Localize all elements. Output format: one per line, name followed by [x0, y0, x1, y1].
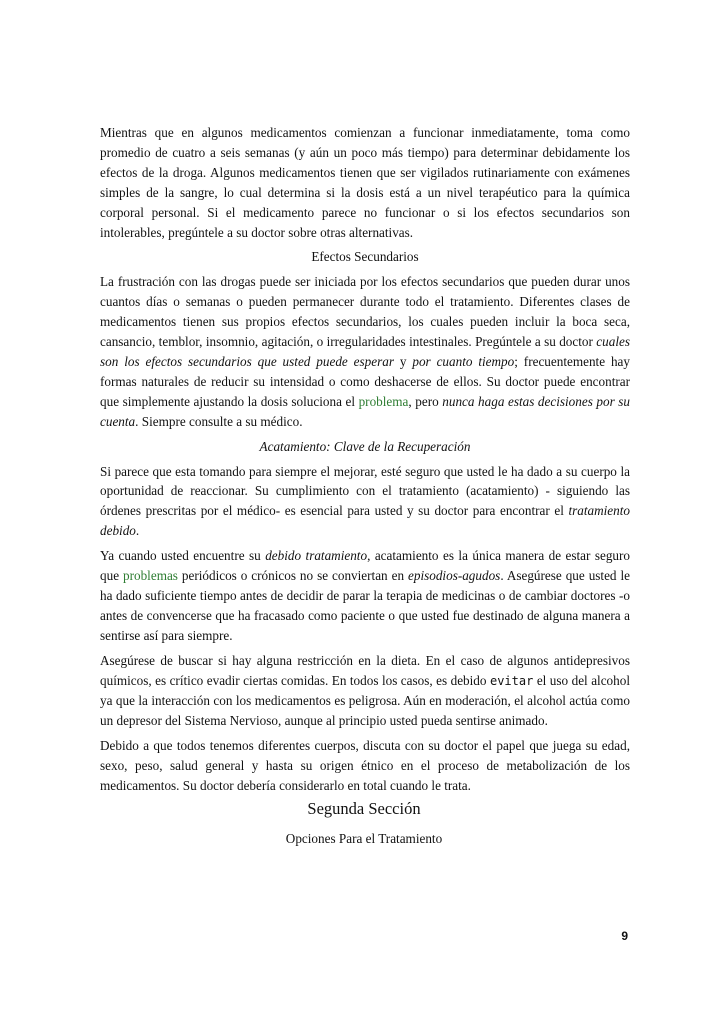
paragraph-intro: Mientras que en algunos medicamentos comienzan a funcionar inmediatamente, toma como promedio de cuatro a seis semanas (y aún un poco más tiempo) para determinar debidamente los efectos de la droga. Algunos medicamentos tienen que ser vigilados rutinariamente con exámenes simples de la sangre, lo cual determina si la dosis está a un nivel terapéutico para la química corporal personal. Si el medicamento parece no funcionar o si los efectos secundarios son intolerables, pregúntele a su doctor sobre otras alternativas. [100, 125, 630, 240]
text: Ya cuando usted encuentre su [100, 548, 266, 564]
text: . Asegúrese que usted le ha dado suficiente tiempo antes de decidir de parar la terapia de medicinas o de cambiar doctores -o antes de convencerse que ha fracasado como paciente o que usted fue destinado de alguna manera a sentirse así para siempre. [100, 568, 630, 643]
emphasis-text: nunca haga estas decisiones por su cuenta [100, 393, 630, 429]
text: Asegúrese de buscar si hay alguna restricción en la dieta. En el caso de algunos antidepresivos químicos, es crítico evadir ciertas comidas. En todos los casos, es debido [100, 652, 630, 688]
emphasis-text: cuales son los efectos secundarios que usted puede esperar [100, 334, 630, 369]
text: periódicos o crónicos no se conviertan en [177, 568, 408, 584]
text: , pero [408, 393, 443, 409]
mono-text: evitar [489, 673, 534, 688]
paragraph-treatment [100, 546, 630, 646]
page-body [100, 123, 630, 801]
paragraph-bodies: Debido a que todos tenemos diferentes cuerpos, discuta con su doctor el papel que juega su edad, sexo, peso, salud general y hasta su origen étnico en el proceso de metabolización de los medicamentos. Su doctor debería considerarlo en total cuando le trata. [100, 738, 630, 794]
problema-link[interactable]: problema [358, 393, 409, 409]
emphasis-text: por cuanto tiempo [412, 353, 515, 369]
section-subtitle: Opciones Para el Tratamiento [285, 831, 443, 846]
text: y [393, 353, 413, 369]
text: ; frecuentemente hay formas naturales de reducir su intensidad o como deshacerse de ellos. Su doctor puede encontrar que simplemente ajustando la dosis soluciona el [100, 353, 631, 409]
page-number: 9 [621, 929, 628, 943]
paragraph-compliance [100, 462, 630, 542]
emphasis-text: debido tratamiento [265, 548, 368, 564]
paragraph-side-effects [100, 272, 630, 431]
problemas-link[interactable]: problemas [123, 568, 178, 584]
emphasis-text: tratamiento debido [100, 503, 630, 539]
text: . [135, 523, 140, 539]
text: Si parece que esta tomando para siempre el mejorar, esté seguro que usted le ha dado a su cuerpo la oportunidad de reaccionar. Su cumplimiento con el tratamiento (acatamiento) - siguiendo las órdenes prescritas por el médico- es esencial para usted y su doctor para encontrar el [100, 463, 630, 519]
text: el uso del alcohol ya que la interacción con los medicamentos es peligrosa. Aún en moderación, el alcohol actúa como un depresor del Sistema Nervioso, aunque al principio usted pueda sentirse animado. [100, 672, 631, 729]
text: . Siempre consulte a su médico. [135, 413, 303, 429]
section-title: Segunda Sección [307, 799, 421, 818]
heading-acatamiento: Acatamiento: Clave de la Recuperación [259, 438, 471, 454]
emphasis-text: episodios-agudos [408, 568, 501, 584]
heading-efectos-secundarios: Efectos Secundarios [311, 249, 419, 265]
text: , acatamiento es la única manera de estar seguro que [100, 548, 631, 584]
paragraph-diet [100, 651, 630, 732]
text: La frustración con las drogas puede ser iniciada por los efectos secundarios que pueden durar unos cuantos días o semanas o pueden permanecer durante todo el tratamiento. Diferentes clases de medicamentos tienen sus propios efectos secundarios, los cuales pueden incluir la boca seca, cansancio, temblor, insomnio, agitación, o irregularidades intestinales. Pregúntele a su doctor [100, 274, 630, 350]
